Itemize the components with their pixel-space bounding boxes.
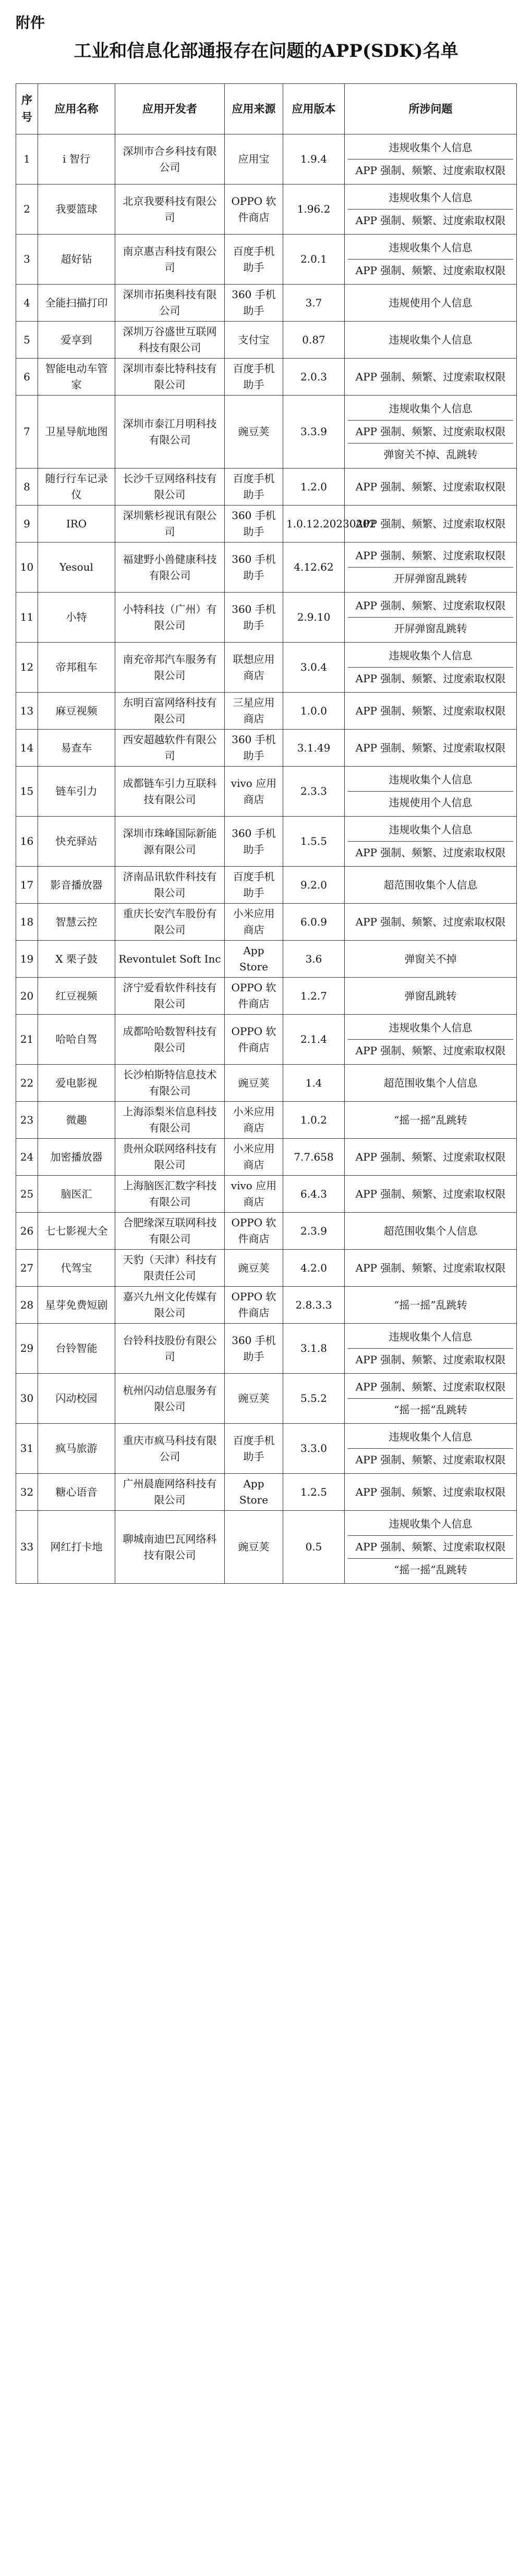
app-version: 2.3.3 bbox=[283, 767, 345, 817]
app-developer: 长沙千豆网络科技有限公司 bbox=[115, 469, 225, 506]
row-number: 15 bbox=[16, 767, 38, 817]
app-name: 易查车 bbox=[38, 730, 115, 767]
table-row bbox=[16, 1139, 517, 1176]
app-source: 豌豆荚 bbox=[225, 396, 283, 469]
app-source: 小米应用商店 bbox=[225, 1102, 283, 1139]
app-issues bbox=[345, 285, 517, 322]
app-developer: 济宁爱看软件科技有限公司 bbox=[115, 978, 225, 1015]
issue-item: APP 强制、频繁、过度索取权限 bbox=[355, 741, 506, 754]
table-row bbox=[16, 593, 517, 643]
app-name: 糖心语音 bbox=[38, 1474, 115, 1511]
app-source: 联想应用商店 bbox=[225, 643, 283, 693]
app-issues bbox=[345, 359, 517, 396]
app-version: 3.0.4 bbox=[283, 643, 345, 693]
app-issues bbox=[345, 593, 517, 643]
app-developer: 深圳市合乡科技有限公司 bbox=[115, 134, 225, 184]
issue-item: 弹窗关不掉 bbox=[404, 952, 457, 965]
app-version: 1.96.2 bbox=[283, 184, 345, 235]
issue-item: APP 强制、频繁、过度索取权限 bbox=[355, 704, 506, 717]
app-issues bbox=[345, 1015, 517, 1065]
app-issues bbox=[345, 1474, 517, 1511]
app-source: 360 手机助手 bbox=[225, 285, 283, 322]
row-number: 13 bbox=[16, 693, 38, 730]
issue-item: APP 强制、频繁、过度索取权限 bbox=[348, 209, 513, 232]
issue-item: 开屏弹窗乱跳转 bbox=[348, 617, 513, 640]
app-issues bbox=[345, 1213, 517, 1250]
issue-item: 违规收集个人信息 bbox=[389, 191, 473, 204]
app-issues bbox=[345, 941, 517, 978]
row-number: 31 bbox=[16, 1424, 38, 1474]
row-number: 4 bbox=[16, 285, 38, 322]
app-source: 百度手机助手 bbox=[225, 235, 283, 285]
issue-item: APP 强制、频繁、过度索取权限 bbox=[355, 480, 506, 493]
row-number: 25 bbox=[16, 1176, 38, 1213]
app-version: 2.1.4 bbox=[283, 1015, 345, 1065]
table-row bbox=[16, 904, 517, 941]
issue-item: 违规收集个人信息 bbox=[389, 141, 473, 154]
table-row bbox=[16, 1474, 517, 1511]
row-number: 7 bbox=[16, 396, 38, 469]
row-number: 1 bbox=[16, 134, 38, 184]
app-version: 4.12.62 bbox=[283, 543, 345, 593]
app-source: 360 手机助手 bbox=[225, 593, 283, 643]
app-name: 小特 bbox=[38, 593, 115, 643]
table-row bbox=[16, 285, 517, 322]
app-issues bbox=[345, 235, 517, 285]
row-number: 27 bbox=[16, 1250, 38, 1287]
app-developer: 深圳市泰比特科技有限公司 bbox=[115, 359, 225, 396]
table-row bbox=[16, 1511, 517, 1584]
app-name: 星芽免费短剧 bbox=[38, 1287, 115, 1324]
row-number: 8 bbox=[16, 469, 38, 506]
app-version: 0.87 bbox=[283, 322, 345, 359]
app-developer: 天豹（天津）科技有限责任公司 bbox=[115, 1250, 225, 1287]
app-developer: Revontulet Soft Inc bbox=[115, 941, 225, 978]
table-row bbox=[16, 543, 517, 593]
app-developer: 长沙柏斯特信息技术有限公司 bbox=[115, 1065, 225, 1102]
app-issues bbox=[345, 730, 517, 767]
row-number: 3 bbox=[16, 235, 38, 285]
app-name: 我要篮球 bbox=[38, 184, 115, 235]
app-source: 360 手机助手 bbox=[225, 1324, 283, 1374]
app-source: App Store bbox=[225, 941, 283, 978]
app-developer: 深圳万谷盛世互联网科技有限公司 bbox=[115, 322, 225, 359]
app-issues bbox=[345, 867, 517, 904]
issue-item: 违规收集个人信息 bbox=[389, 333, 473, 346]
issue-item: 超范围收集个人信息 bbox=[383, 1076, 478, 1089]
issue-item: 开屏弹窗乱跳转 bbox=[348, 567, 513, 590]
table-row bbox=[16, 235, 517, 285]
app-developer: 深圳紫杉视讯有限公司 bbox=[115, 506, 225, 543]
app-version: 1.5.5 bbox=[283, 817, 345, 867]
app-name: 爱享到 bbox=[38, 322, 115, 359]
table-row bbox=[16, 1424, 517, 1474]
app-issues bbox=[345, 978, 517, 1015]
app-name: 智慧云控 bbox=[38, 904, 115, 941]
app-version: 1.0.2 bbox=[283, 1102, 345, 1139]
app-issues bbox=[345, 643, 517, 693]
issue-item: 违规收集个人信息 bbox=[389, 649, 473, 662]
issue-item: “摇一摇”乱跳转 bbox=[348, 1398, 513, 1421]
app-name: 疯马旅游 bbox=[38, 1424, 115, 1474]
app-version: 1.0.12.20230202 bbox=[283, 506, 345, 543]
app-version: 2.0.1 bbox=[283, 235, 345, 285]
app-name: 加密播放器 bbox=[38, 1139, 115, 1176]
app-issues bbox=[345, 184, 517, 235]
app-version: 1.4 bbox=[283, 1065, 345, 1102]
app-name: IRO bbox=[38, 506, 115, 543]
app-source: 应用宝 bbox=[225, 134, 283, 184]
app-developer: 杭州闪动信息服务有限公司 bbox=[115, 1374, 225, 1424]
table-row bbox=[16, 359, 517, 396]
app-name: 麻豆视频 bbox=[38, 693, 115, 730]
app-developer: 成都链车引力互联科技有限公司 bbox=[115, 767, 225, 817]
app-issues bbox=[345, 693, 517, 730]
table-header-row bbox=[16, 84, 517, 134]
row-number: 16 bbox=[16, 817, 38, 867]
app-developer: 南京惠吉科技有限公司 bbox=[115, 235, 225, 285]
app-name: 台铃智能 bbox=[38, 1324, 115, 1374]
table-row bbox=[16, 322, 517, 359]
app-name: 随行行车记录仪 bbox=[38, 469, 115, 506]
issue-item: APP 强制、频繁、过度索取权限 bbox=[355, 517, 506, 530]
issue-item: APP 强制、频繁、过度索取权限 bbox=[355, 1485, 506, 1498]
row-number: 33 bbox=[16, 1511, 38, 1584]
issue-item: APP 强制、频繁、过度索取权限 bbox=[355, 1381, 506, 1393]
app-issues bbox=[345, 767, 517, 817]
app-version: 3.1.49 bbox=[283, 730, 345, 767]
app-developer: 上海添梨米信息科技有限公司 bbox=[115, 1102, 225, 1139]
app-version: 0.5 bbox=[283, 1511, 345, 1584]
app-version: 5.5.2 bbox=[283, 1374, 345, 1424]
app-name: Yesoul bbox=[38, 543, 115, 593]
issue-item: 违规收集个人信息 bbox=[389, 241, 473, 254]
app-source: 豌豆荚 bbox=[225, 1065, 283, 1102]
app-issues bbox=[345, 469, 517, 506]
app-name: 卫星导航地图 bbox=[38, 396, 115, 469]
table-row bbox=[16, 1250, 517, 1287]
table-body bbox=[16, 134, 517, 1584]
issue-item: 违规收集个人信息 bbox=[389, 1518, 473, 1530]
table-row bbox=[16, 693, 517, 730]
app-version: 3.3.0 bbox=[283, 1424, 345, 1474]
app-developer: 福建野小兽健康科技有限公司 bbox=[115, 543, 225, 593]
table-row bbox=[16, 643, 517, 693]
app-name: 网红打卡地 bbox=[38, 1511, 115, 1584]
app-issues bbox=[345, 1250, 517, 1287]
issue-item: APP 强制、频繁、过度索取权限 bbox=[348, 259, 513, 282]
app-developer: 西安超越软件有限公司 bbox=[115, 730, 225, 767]
row-number: 9 bbox=[16, 506, 38, 543]
table-row bbox=[16, 730, 517, 767]
table-row bbox=[16, 1213, 517, 1250]
app-list-table bbox=[16, 83, 517, 1584]
app-name: 微趣 bbox=[38, 1102, 115, 1139]
issue-item: 违规使用个人信息 bbox=[389, 296, 473, 309]
app-version: 1.2.7 bbox=[283, 978, 345, 1015]
row-number: 18 bbox=[16, 904, 38, 941]
app-source: OPPO 软件商店 bbox=[225, 1287, 283, 1324]
app-source: OPPO 软件商店 bbox=[225, 184, 283, 235]
table-row bbox=[16, 506, 517, 543]
issue-item: 违规使用个人信息 bbox=[348, 791, 513, 814]
app-developer: 重庆市疯马科技有限公司 bbox=[115, 1424, 225, 1474]
app-version: 3.1.8 bbox=[283, 1324, 345, 1374]
column-header: 序号 bbox=[16, 84, 38, 134]
column-header: 应用来源 bbox=[225, 84, 283, 134]
app-source: 360 手机助手 bbox=[225, 817, 283, 867]
row-number: 28 bbox=[16, 1287, 38, 1324]
issue-item: “摇一摇”乱跳转 bbox=[394, 1298, 467, 1311]
row-number: 17 bbox=[16, 867, 38, 904]
app-issues bbox=[345, 1065, 517, 1102]
issue-item: APP 强制、频繁、过度索取权限 bbox=[355, 1187, 506, 1200]
column-header: 所涉问题 bbox=[345, 84, 517, 134]
issue-item: APP 强制、频繁、过度索取权限 bbox=[348, 1348, 513, 1371]
table-row bbox=[16, 1015, 517, 1065]
app-name: 红豆视频 bbox=[38, 978, 115, 1015]
app-version: 1.9.4 bbox=[283, 134, 345, 184]
app-developer: 广州晨鹿网络科技有限公司 bbox=[115, 1474, 225, 1511]
app-version: 3.3.9 bbox=[283, 396, 345, 469]
app-source: 360 手机助手 bbox=[225, 730, 283, 767]
app-source: 小米应用商店 bbox=[225, 904, 283, 941]
app-issues bbox=[345, 1511, 517, 1584]
app-issues bbox=[345, 817, 517, 867]
app-name: 闪动校园 bbox=[38, 1374, 115, 1424]
app-version: 1.2.0 bbox=[283, 469, 345, 506]
app-name: 帝邦租车 bbox=[38, 643, 115, 693]
app-name: X 栗子鼓 bbox=[38, 941, 115, 978]
issue-item: APP 强制、频繁、过度索取权限 bbox=[348, 1039, 513, 1062]
app-version: 1.2.5 bbox=[283, 1474, 345, 1511]
attachment-label: 附件 bbox=[16, 14, 45, 31]
row-number: 14 bbox=[16, 730, 38, 767]
app-issues bbox=[345, 134, 517, 184]
issue-item: APP 强制、频繁、过度索取权限 bbox=[355, 370, 506, 383]
app-developer: 嘉兴九州文化传媒有限公司 bbox=[115, 1287, 225, 1324]
app-name: 快充驿站 bbox=[38, 817, 115, 867]
app-source: OPPO 软件商店 bbox=[225, 1213, 283, 1250]
table-row bbox=[16, 134, 517, 184]
row-number: 22 bbox=[16, 1065, 38, 1102]
app-name: 全能扫描打印 bbox=[38, 285, 115, 322]
app-version: 4.2.0 bbox=[283, 1250, 345, 1287]
app-developer: 聊城南迪巴瓦网络科技有限公司 bbox=[115, 1511, 225, 1584]
app-version: 9.2.0 bbox=[283, 867, 345, 904]
column-header: 应用版本 bbox=[283, 84, 345, 134]
row-number: 21 bbox=[16, 1015, 38, 1065]
issue-item: 违规收集个人信息 bbox=[389, 1330, 473, 1343]
app-source: 百度手机助手 bbox=[225, 469, 283, 506]
app-issues bbox=[345, 1287, 517, 1324]
issue-item: APP 强制、频繁、过度索取权限 bbox=[355, 549, 506, 562]
row-number: 19 bbox=[16, 941, 38, 978]
app-issues bbox=[345, 1324, 517, 1374]
issue-item: APP 强制、频繁、过度索取权限 bbox=[348, 159, 513, 182]
app-name: 影音播放器 bbox=[38, 867, 115, 904]
app-issues bbox=[345, 1374, 517, 1424]
app-developer: 成都哈哈数智科技有限公司 bbox=[115, 1015, 225, 1065]
row-number: 5 bbox=[16, 322, 38, 359]
row-number: 11 bbox=[16, 593, 38, 643]
app-developer: 东明百富网络科技有限公司 bbox=[115, 693, 225, 730]
app-developer: 北京我要科技有限公司 bbox=[115, 184, 225, 235]
app-developer: 济南品讯软件科技有限公司 bbox=[115, 867, 225, 904]
app-name: 链车引力 bbox=[38, 767, 115, 817]
app-source: 360 手机助手 bbox=[225, 506, 283, 543]
issue-item: 弹窗乱跳转 bbox=[404, 989, 457, 1002]
app-version: 7.7.658 bbox=[283, 1139, 345, 1176]
app-issues bbox=[345, 322, 517, 359]
app-version: 2.9.10 bbox=[283, 593, 345, 643]
app-issues bbox=[345, 506, 517, 543]
table-row bbox=[16, 1176, 517, 1213]
app-developer: 小特科技（广州）有限公司 bbox=[115, 593, 225, 643]
app-developer: 深圳市拓奥科技有限公司 bbox=[115, 285, 225, 322]
app-source: OPPO 软件商店 bbox=[225, 978, 283, 1015]
issue-item: 超范围收集个人信息 bbox=[383, 878, 478, 891]
app-source: vivo 应用商店 bbox=[225, 767, 283, 817]
app-source: App Store bbox=[225, 1474, 283, 1511]
app-name: 超好钻 bbox=[38, 235, 115, 285]
issue-item: 弹窗关不掉、乱跳转 bbox=[348, 443, 513, 466]
app-issues bbox=[345, 904, 517, 941]
app-source: 百度手机助手 bbox=[225, 1424, 283, 1474]
app-name: 七七影视大全 bbox=[38, 1213, 115, 1250]
app-version: 2.8.3.3 bbox=[283, 1287, 345, 1324]
app-source: OPPO 软件商店 bbox=[225, 1015, 283, 1065]
app-version: 2.3.9 bbox=[283, 1213, 345, 1250]
app-developer: 重庆长安汽车股份有限公司 bbox=[115, 904, 225, 941]
app-issues bbox=[345, 543, 517, 593]
row-number: 6 bbox=[16, 359, 38, 396]
page-title: 工业和信息化部通报存在问题的APP(SDK)名单 bbox=[74, 41, 458, 61]
app-name: 爱电影视 bbox=[38, 1065, 115, 1102]
row-number: 26 bbox=[16, 1213, 38, 1250]
table-row bbox=[16, 978, 517, 1015]
table-row bbox=[16, 1287, 517, 1324]
row-number: 2 bbox=[16, 184, 38, 235]
app-source: 百度手机助手 bbox=[225, 867, 283, 904]
issue-item: APP 强制、频繁、过度索取权限 bbox=[355, 1150, 506, 1163]
table-row bbox=[16, 767, 517, 817]
issue-item: APP 强制、频繁、过度索取权限 bbox=[348, 1535, 513, 1558]
app-developer: 深圳市泰江月明科技有限公司 bbox=[115, 396, 225, 469]
issue-item: “摇一摇”乱跳转 bbox=[394, 1113, 467, 1126]
app-developer: 深圳市珠峰国际新能源有限公司 bbox=[115, 817, 225, 867]
table-row bbox=[16, 184, 517, 235]
issue-item: 违规收集个人信息 bbox=[389, 402, 473, 415]
app-developer: 贵州众联网络科技有限公司 bbox=[115, 1139, 225, 1176]
app-version: 6.4.3 bbox=[283, 1176, 345, 1213]
app-source: 小米应用商店 bbox=[225, 1139, 283, 1176]
table-row bbox=[16, 941, 517, 978]
table-row bbox=[16, 1324, 517, 1374]
row-number: 10 bbox=[16, 543, 38, 593]
row-number: 32 bbox=[16, 1474, 38, 1511]
row-number: 30 bbox=[16, 1374, 38, 1424]
app-issues bbox=[345, 396, 517, 469]
row-number: 29 bbox=[16, 1324, 38, 1374]
row-number: 20 bbox=[16, 978, 38, 1015]
app-source: vivo 应用商店 bbox=[225, 1176, 283, 1213]
table-row bbox=[16, 1102, 517, 1139]
issue-item: APP 强制、频繁、过度索取权限 bbox=[348, 667, 513, 690]
app-source: 三星应用商店 bbox=[225, 693, 283, 730]
app-developer: 台铃科技股份有限公司 bbox=[115, 1324, 225, 1374]
row-number: 23 bbox=[16, 1102, 38, 1139]
issue-item: APP 强制、频繁、过度索取权限 bbox=[348, 1448, 513, 1471]
app-developer: 上海脑医汇数字科技有限公司 bbox=[115, 1176, 225, 1213]
app-version: 6.0.9 bbox=[283, 904, 345, 941]
issue-item: 违规收集个人信息 bbox=[389, 1021, 473, 1034]
issue-item: 违规收集个人信息 bbox=[389, 1431, 473, 1443]
table-row bbox=[16, 396, 517, 469]
app-name: 脑医汇 bbox=[38, 1176, 115, 1213]
app-issues bbox=[345, 1102, 517, 1139]
app-name: 代驾宝 bbox=[38, 1250, 115, 1287]
issue-item: APP 强制、频繁、过度索取权限 bbox=[355, 1261, 506, 1274]
app-version: 3.6 bbox=[283, 941, 345, 978]
column-header: 应用开发者 bbox=[115, 84, 225, 134]
app-issues bbox=[345, 1139, 517, 1176]
app-name: 智能电动车管家 bbox=[38, 359, 115, 396]
issue-item: APP 强制、频繁、过度索取权限 bbox=[355, 915, 506, 928]
issue-item: APP 强制、频繁、过度索取权限 bbox=[348, 841, 513, 864]
table-row bbox=[16, 1374, 517, 1424]
row-number: 12 bbox=[16, 643, 38, 693]
app-source: 豌豆荚 bbox=[225, 1374, 283, 1424]
app-version: 1.0.0 bbox=[283, 693, 345, 730]
issue-item: APP 强制、频繁、过度索取权限 bbox=[348, 420, 513, 443]
row-number: 24 bbox=[16, 1139, 38, 1176]
app-version: 2.0.3 bbox=[283, 359, 345, 396]
app-developer: 南充帝邦汽车服务有限公司 bbox=[115, 643, 225, 693]
column-header: 应用名称 bbox=[38, 84, 115, 134]
table-row bbox=[16, 817, 517, 867]
table-row bbox=[16, 867, 517, 904]
app-source: 豌豆荚 bbox=[225, 1250, 283, 1287]
app-issues bbox=[345, 1424, 517, 1474]
app-name: i 智行 bbox=[38, 134, 115, 184]
app-source: 支付宝 bbox=[225, 322, 283, 359]
issue-item: 违规收集个人信息 bbox=[389, 773, 473, 786]
table-row bbox=[16, 469, 517, 506]
issue-item: “摇一摇”乱跳转 bbox=[348, 1558, 513, 1581]
app-source: 豌豆荚 bbox=[225, 1511, 283, 1584]
issue-item: 超范围收集个人信息 bbox=[383, 1224, 478, 1237]
app-source: 360 手机助手 bbox=[225, 543, 283, 593]
issue-item: 违规收集个人信息 bbox=[389, 823, 473, 836]
app-issues bbox=[345, 1176, 517, 1213]
app-source: 百度手机助手 bbox=[225, 359, 283, 396]
issue-item: APP 强制、频繁、过度索取权限 bbox=[355, 599, 506, 612]
app-developer: 合肥缘深互联网科技有限公司 bbox=[115, 1213, 225, 1250]
app-version: 3.7 bbox=[283, 285, 345, 322]
app-name: 哈哈自驾 bbox=[38, 1015, 115, 1065]
table-row bbox=[16, 1065, 517, 1102]
